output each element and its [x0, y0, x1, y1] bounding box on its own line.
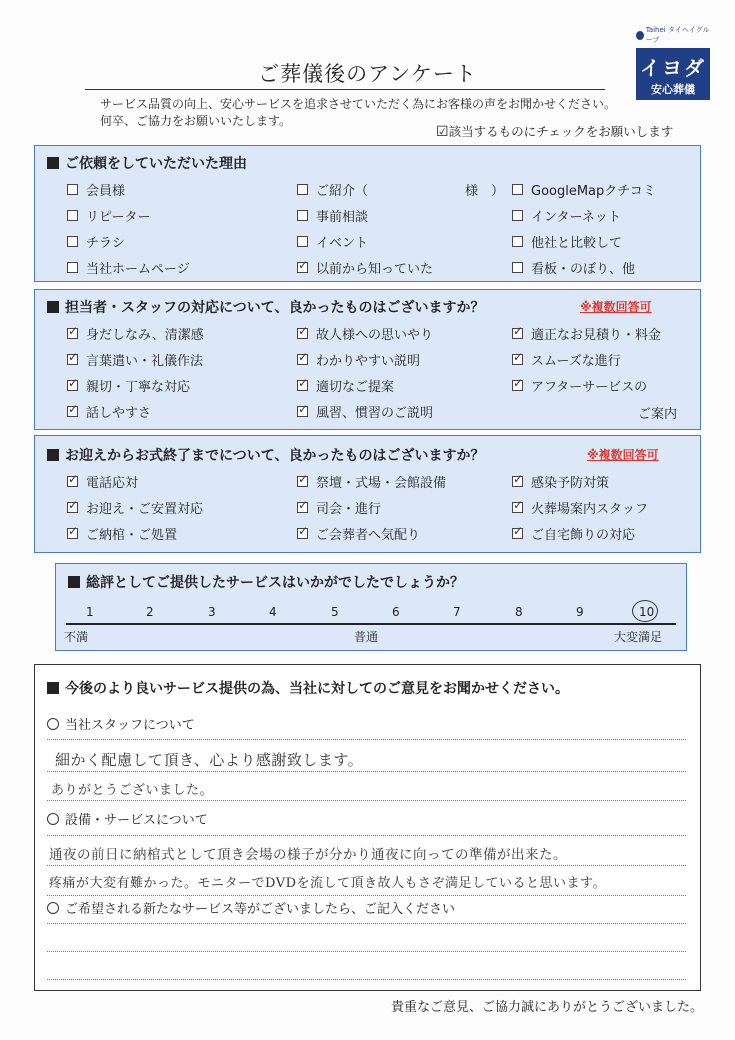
checkbox-checked-icon[interactable]: [297, 380, 308, 391]
checkbox-label: 会員様: [86, 184, 126, 199]
answer-line: [47, 951, 686, 952]
ceremony-section: [34, 435, 701, 553]
checkbox-option[interactable]: [67, 524, 177, 543]
checkbox-option[interactable]: [67, 180, 125, 199]
checkbox-icon[interactable]: [512, 210, 523, 221]
circle-bullet-icon: [47, 813, 59, 825]
brand-name: イヨダ: [640, 56, 706, 80]
checkbox-label: 看板・のぼり、他: [531, 262, 636, 277]
group-label: Taihei タイヘイグループ: [645, 26, 710, 44]
checkbox-checked-icon[interactable]: [297, 406, 308, 417]
ceremony-heading: [47, 445, 484, 465]
rating-number[interactable]: 5: [331, 605, 339, 619]
answer-line: [47, 865, 686, 866]
checkbox-option[interactable]: [67, 232, 125, 251]
checkbox-checked-icon[interactable]: [297, 502, 308, 513]
checkbox-checked-icon[interactable]: [512, 476, 523, 487]
checkbox-option[interactable]: [67, 376, 190, 395]
checkbox-label: ご紹介（: [316, 184, 369, 199]
checkbox-label: わかりやすい説明: [316, 354, 421, 369]
checkbox-checked-icon[interactable]: [297, 262, 308, 273]
checkbox-option[interactable]: [512, 206, 621, 225]
answer-line: [47, 739, 686, 740]
checkbox-option[interactable]: [297, 472, 446, 491]
intro-line-1: サービス品質の向上、安心サービスを追求させていただく為にお客様の声をお聞かせください。: [100, 97, 617, 111]
intro-line-2: 何卒、ご協力をお願いいたします。: [100, 114, 292, 128]
checkbox-checked-icon[interactable]: [297, 354, 308, 365]
checkbox-checked-icon[interactable]: [297, 328, 308, 339]
checkbox-option[interactable]: [67, 498, 203, 517]
handwritten-answer: 疼痛が大変有難かった。モニターでDVDを流して頂き故人もさぞ満足していると思います。: [49, 876, 606, 891]
rating-number[interactable]: 10: [639, 605, 655, 619]
page-title: ご葬儀後のアンケート: [258, 62, 477, 86]
group-name: [636, 25, 712, 45]
opinion-heading-text: 今後のより良いサービス提供の為、当社に対してのご意見をお聞かせください。: [65, 681, 569, 697]
rating-heading: [68, 572, 464, 592]
checkbox-icon[interactable]: [67, 210, 78, 221]
checkbox-option[interactable]: [67, 350, 203, 369]
checkbox-checked-icon[interactable]: [512, 502, 523, 513]
circle-bullet-icon: [47, 902, 59, 914]
checkbox-label: 事前相談: [316, 210, 369, 225]
checkbox-checked-icon[interactable]: [67, 328, 78, 339]
reason-heading-text: ご依頼をしていただいた理由: [65, 156, 247, 172]
reason-heading: [47, 153, 247, 173]
checkbox-checked-icon[interactable]: [67, 476, 78, 487]
checkbox-checked-icon[interactable]: [67, 380, 78, 391]
group-mark-icon: [636, 31, 644, 40]
answer-line: [47, 771, 686, 772]
staff-heading: [47, 297, 484, 317]
answer-line: [47, 923, 686, 924]
checkbox-label: お迎え・ご安置対応: [86, 502, 204, 517]
checkbox-label: 祭壇・式場・会館設備: [316, 476, 447, 491]
checkbox-option[interactable]: [512, 524, 635, 543]
checkbox-option[interactable]: [67, 206, 150, 225]
rating-high-label: 大変満足: [614, 630, 663, 644]
checkbox-label: 当社ホームページ: [86, 262, 190, 277]
answer-line: [47, 835, 686, 836]
handwritten-answer: ありがとうございました。: [51, 783, 214, 798]
checkbox-option[interactable]: [297, 180, 368, 199]
checkbox-option[interactable]: [512, 376, 647, 395]
checkbox-option[interactable]: [512, 498, 648, 517]
opinion-heading: [47, 678, 569, 698]
checkbox-label: 他社と比較して: [531, 236, 623, 251]
intro-suffix: 様 ）: [465, 184, 505, 199]
checkbox-option[interactable]: [67, 324, 204, 343]
checkbox-icon[interactable]: [67, 262, 78, 273]
checkbox-option[interactable]: [512, 232, 622, 251]
checkbox-option[interactable]: [67, 258, 190, 277]
checkbox-checked-icon[interactable]: [512, 328, 523, 339]
checkbox-label: イベント: [316, 236, 369, 251]
checkbox-label: 適正なお見積り・料金: [531, 328, 662, 343]
checkbox-option[interactable]: [512, 324, 661, 343]
checkbox-label: 適切なご提案: [316, 380, 395, 395]
checkbox-label: リピーター: [86, 210, 151, 225]
title-underline: [85, 89, 605, 90]
checkbox-icon[interactable]: [67, 184, 78, 195]
checkbox-option[interactable]: [67, 402, 151, 421]
checkbox-option[interactable]: [297, 324, 433, 343]
staff-heading-text: 担当者・スタッフの対応について、良かったものはございますか？: [65, 300, 485, 316]
question-staff: [47, 714, 195, 733]
checkbox-option[interactable]: [512, 180, 656, 199]
checkbox-option[interactable]: [297, 376, 394, 395]
checkbox-checked-icon[interactable]: [67, 528, 78, 539]
square-bullet-icon: [47, 682, 59, 694]
checkbox-label: 以前から知っていた: [316, 262, 434, 277]
check-note-label: 該当するものにチェックをお願いします: [448, 124, 674, 139]
checkbox-label: 故人様への思いやり: [316, 328, 434, 343]
checkbox-checked-icon[interactable]: [512, 528, 523, 539]
square-bullet-icon: [68, 576, 80, 588]
checkbox-checked-icon[interactable]: [67, 406, 78, 417]
checkbox-label: チラシ: [86, 236, 126, 251]
checkbox-option[interactable]: [297, 258, 433, 277]
checkbox-label: 風習、慣習のご説明: [316, 406, 434, 421]
checkbox-icon[interactable]: [297, 184, 308, 195]
checkbox-option[interactable]: [512, 258, 635, 277]
checkbox-option[interactable]: [297, 524, 420, 543]
checkbox-checked-icon[interactable]: [67, 502, 78, 513]
after-service-continuation: ご案内: [638, 407, 678, 422]
brand-sub: 安心葬儀: [651, 83, 695, 96]
opinion-section: [34, 664, 701, 991]
checkbox-option[interactable]: [67, 472, 138, 491]
rating-heading-text: 総評としてご提供したサービスはいかがでしたでしょうか？: [86, 575, 464, 591]
checkbox-icon[interactable]: [512, 184, 523, 195]
staff-section: [34, 289, 701, 430]
rating-number[interactable]: 1: [86, 605, 94, 619]
square-bullet-icon: [47, 301, 59, 313]
rating-number[interactable]: 8: [515, 605, 523, 619]
checkbox-option[interactable]: [512, 472, 609, 491]
checkbox-label: スムーズな進行: [531, 354, 621, 369]
checkbox-option[interactable]: [512, 350, 621, 369]
checkbox-icon[interactable]: [67, 236, 78, 247]
checkbox-label: 話しやすさ: [86, 406, 152, 421]
question-facility-label: 設備・サービスについて: [65, 813, 208, 828]
checkbox-label: インターネット: [531, 210, 621, 225]
checkbox-option[interactable]: [297, 350, 420, 369]
checkbox-checked-icon[interactable]: [512, 354, 523, 365]
checkbox-label: 言葉遣い・礼儀作法: [86, 354, 204, 369]
footer-thanks: 貴重なご意見、ご協力誠にありがとうございました。: [390, 1000, 703, 1015]
square-bullet-icon: [47, 449, 59, 461]
answer-line: [47, 800, 686, 801]
handwritten-answer: 細かく配慮して頂き、心より感謝致します。: [55, 751, 364, 769]
question-new-service: [47, 898, 455, 917]
checkbox-icon[interactable]: [512, 236, 523, 247]
checkbox-option[interactable]: [297, 206, 368, 225]
checkbox-option[interactable]: [297, 402, 433, 421]
answer-line: [47, 979, 686, 980]
checkbox-icon[interactable]: [297, 210, 308, 221]
rating-low-label: 不満: [64, 630, 89, 644]
square-bullet-icon: [47, 157, 59, 169]
checkbox-label: 火葬場案内スタッフ: [531, 502, 649, 517]
rating-number[interactable]: 2: [146, 605, 154, 619]
question-facility: [47, 809, 208, 828]
rating-mid-label: 普通: [354, 630, 379, 644]
question-staff-label: 当社スタッフについて: [65, 718, 195, 733]
checkbox-icon[interactable]: [297, 236, 308, 247]
rating-number[interactable]: 3: [208, 605, 216, 619]
checkbox-label: ご会葬者へ気配り: [316, 528, 421, 543]
ceremony-heading-text: お迎えからお式終了までについて、良かったものはございますか？: [65, 448, 485, 464]
answer-line: [47, 895, 686, 896]
check-note: [436, 122, 673, 140]
selected-rating-circle: [632, 600, 658, 622]
checkbox-checked-icon[interactable]: [297, 528, 308, 539]
checkbox-label: GoogleMapクチコミ: [531, 184, 656, 199]
checkbox-checked-icon[interactable]: [67, 354, 78, 365]
checkbox-checked-icon[interactable]: [512, 380, 523, 391]
checkbox-label: 身だしなみ、清潔感: [86, 328, 204, 343]
checkbox-label: 電話応対: [86, 476, 139, 491]
handwritten-answer: 通夜の前日に納棺式として頂き会場の様子が分かり通夜に向っての準備が出来た。: [49, 847, 567, 863]
rating-section: [55, 563, 687, 651]
rating-number[interactable]: 9: [576, 605, 584, 619]
checkbox-label: ご納棺・ご処置: [86, 528, 178, 543]
rating-number[interactable]: 6: [392, 605, 400, 619]
multi-answer-note: ※複数回答可: [587, 448, 659, 462]
multi-answer-note: ※複数回答可: [580, 300, 652, 314]
checkbox-checked-icon[interactable]: [297, 476, 308, 487]
checkbox-icon[interactable]: [512, 262, 523, 273]
checkbox-label: 司会・進行: [316, 502, 382, 517]
checkbox-option[interactable]: [297, 232, 368, 251]
checkbox-checked-icon: ☑: [436, 124, 449, 140]
checkbox-option[interactable]: [297, 498, 381, 517]
reason-section: [34, 145, 701, 282]
checkbox-label: 感染予防対策: [531, 476, 610, 491]
checkbox-label: 親切・丁寧な対応: [86, 380, 191, 395]
rating-scale-line: [66, 623, 676, 625]
rating-number[interactable]: 4: [269, 605, 277, 619]
checkbox-label: アフターサービスの: [531, 380, 648, 395]
rating-number[interactable]: 7: [453, 605, 461, 619]
checkbox-label: ご自宅飾りの対応: [531, 528, 636, 543]
circle-bullet-icon: [47, 718, 59, 730]
question-new-service-label: ご希望される新たなサービス等がございましたら、ご記入ください: [65, 902, 456, 917]
